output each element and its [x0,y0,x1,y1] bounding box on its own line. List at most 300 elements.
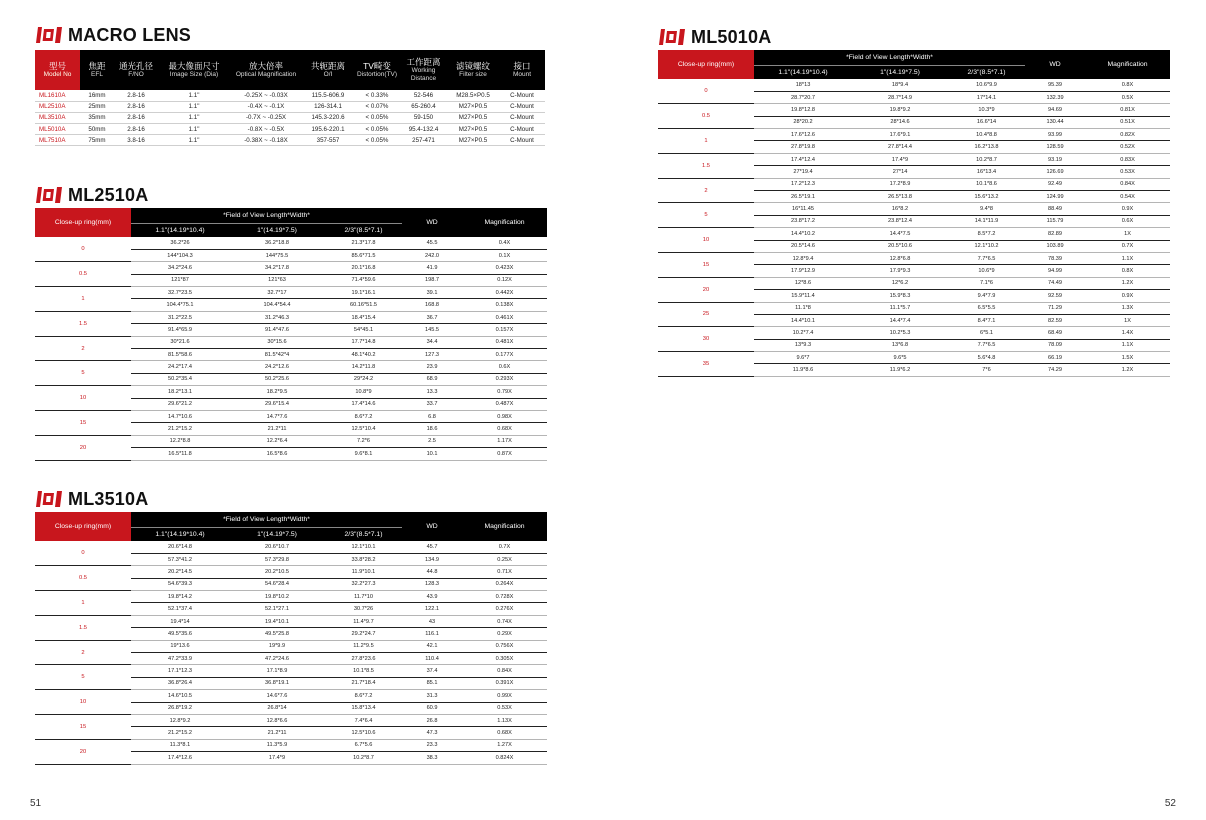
close-up-ring-value: 10 [35,386,131,411]
table-cell: 14.4*10.2 [754,228,852,240]
table-cell: 15.8*13.4 [325,702,402,714]
table-row [35,124,545,135]
page-title: ML3510A [68,488,149,509]
table-cell: 11.1*5.7 [852,302,948,314]
table-cell: 47.3 [402,727,462,739]
table-cell: 0.481X [462,336,547,348]
table-cell: 0.177X [462,349,547,361]
table-cell: 1.13X [462,714,547,726]
table-cell: 23.8*12.4 [852,215,948,227]
table-cell: 0.487X [462,398,547,410]
table-cell: 71.4*59.6 [325,274,402,286]
table-cell: 10.4*8.8 [948,129,1025,141]
table-cell: 94.69 [1025,104,1085,116]
table-cell: 57.3*41.2 [131,553,229,565]
table-cell: 126.69 [1025,166,1085,178]
close-up-ring-value: 15 [35,410,131,435]
table-cell: 65-260.4 [400,101,447,112]
table-cell: 49.5*35.6 [131,628,229,640]
table-cell: 1.1" [158,112,230,123]
table-cell: 68.9 [402,373,462,385]
close-up-ring-value: 10 [658,228,754,253]
table-cell: 95.4-132.4 [400,124,447,135]
table-cell: 52-546 [400,90,447,101]
table-cell: 12.5*10.4 [325,423,402,435]
close-up-ring-value: 2 [658,178,754,203]
table-cell: C-Mount [499,124,545,135]
column-header-en: Filter size [459,71,487,78]
table-cell: 29.6*15.4 [229,398,325,410]
table-cell: 0.87X [462,448,547,460]
table-cell: 19*9.9 [229,640,325,652]
table-cell: 9.6*5 [852,352,948,364]
table-row [35,135,545,146]
column-header [447,50,499,90]
table-cell: 30*21.6 [131,336,229,348]
close-up-ring-value: 10 [35,690,131,715]
column-header-zh: 工作距离 [406,57,441,67]
close-up-ring-value: 1.5 [658,153,754,178]
table-cell: 36.8*19.1 [229,677,325,689]
sensor-size-header: 1.1"(14.19*10.4) [754,65,852,79]
table-cell: 14.7*10.6 [131,410,229,422]
table-cell: 17.9*9.3 [852,265,948,277]
table-cell: 14.4*7.4 [852,314,948,326]
table-cell: 0.824X [462,752,547,764]
table-cell: 38.3 [402,752,462,764]
table-cell: 31.2*46.3 [229,311,325,323]
table-cell: 30.7*26 [325,603,402,615]
page-number-right: 52 [1164,798,1176,809]
table-cell: 44.8 [402,566,462,578]
table-row [658,327,1170,339]
table-row [35,237,547,249]
table-cell: 27.8*19.8 [754,141,852,153]
table-cell: 124.99 [1025,191,1085,203]
table-cell: 14.6*7.6 [229,690,325,702]
table-cell: 20.6*14.8 [131,541,229,553]
table-cell: 195.6-220.1 [302,124,354,135]
table-cell: 127.3 [402,349,462,361]
table-cell: 28*20.2 [754,116,852,128]
table-row [35,615,547,627]
table-cell: C-Mount [499,135,545,146]
table-row [35,665,547,677]
table-cell: 21.7*18.4 [325,677,402,689]
column-header [35,50,80,90]
table-cell: 0.8X [1085,79,1170,91]
table-cell: 1.1" [158,90,230,101]
table-cell: -0.25X ~ -0.03X [230,90,302,101]
model-number-cell: ML1610A [35,90,80,101]
ml5010a-closeup-table [658,50,1170,377]
table-cell: 85.1 [402,677,462,689]
close-up-ring-value: 0.5 [35,262,131,287]
close-up-ring-value: 5 [658,203,754,228]
table-cell: 134.9 [402,553,462,565]
table-cell: 7.2*6 [325,435,402,447]
table-cell: 28*14.6 [852,116,948,128]
table-cell: 144*104.3 [131,249,229,261]
table-row [35,591,547,603]
table-row [35,90,545,101]
table-cell: 14.2*11.8 [325,361,402,373]
header-row [35,512,547,527]
table-cell: 0.4X [462,237,547,249]
table-cell: 33.7 [402,398,462,410]
close-up-ring-value: 0.5 [658,104,754,129]
table-cell: 17.7*14.8 [325,336,402,348]
table-cell: 115.79 [1025,215,1085,227]
table-cell: 0.51X [1085,116,1170,128]
column-header [158,50,230,90]
table-cell: 128.3 [402,578,462,590]
table-row [658,79,1170,91]
table-cell: 0.29X [462,628,547,640]
table-cell: 92.59 [1025,290,1085,302]
table-cell: 1.1X [1085,252,1170,264]
column-header-zh: 接口 [513,61,531,71]
table-cell: 357-557 [302,135,354,146]
table-cell: 0.157X [462,324,547,336]
table-cell: C-Mount [499,112,545,123]
table-cell: 16*8.2 [852,203,948,215]
table-row [35,112,545,123]
table-cell: 13.3 [402,386,462,398]
table-cell: < 0.05% [354,112,400,123]
table-cell: 2.8-16 [114,101,158,112]
table-cell: 12.1*10.1 [325,541,402,553]
table-cell: 17.2*12.3 [754,178,852,190]
table-cell: 1.2X [1085,364,1170,376]
table-cell: < 0.07% [354,101,400,112]
column-header-zh: 共轭距离 [310,61,345,71]
ml2510a-closeup-table [35,208,547,461]
table-cell: 11.9*6.2 [852,364,948,376]
table-cell: C-Mount [499,90,545,101]
table-cell: 0.54X [1085,191,1170,203]
column-header-zh: 通光孔径 [118,61,153,71]
table-cell: < 0.33% [354,90,400,101]
close-up-ring-value: 15 [658,252,754,277]
table-row [35,287,547,299]
sensor-size-header: 2/3"(8.5*7.1) [325,527,402,541]
section-heading [35,184,547,206]
table-cell: 88.49 [1025,203,1085,215]
close-up-ring-value: 5 [35,361,131,386]
page-title: ML2510A [68,184,149,205]
close-up-ring-value: 0 [35,541,131,566]
table-cell: 71.29 [1025,302,1085,314]
table-cell: 0.391X [462,677,547,689]
table-cell: 0.264X [462,578,547,590]
table-cell: 7.4*6.4 [325,714,402,726]
table-cell: 2.8-16 [114,112,158,123]
table-cell: 18.4*15.4 [325,311,402,323]
brand-logo-icon [35,490,63,508]
table-cell: 12.2*6.4 [229,435,325,447]
table-cell: 19.8*12.8 [754,104,852,116]
section-heading [658,26,1170,48]
table-row [35,311,547,323]
table-cell: 19.8*10.2 [229,591,325,603]
table-cell: 81.5*42*4 [229,349,325,361]
table-cell: 12*8.6 [754,277,852,289]
table-cell: M27×P0.5 [447,124,499,135]
close-up-ring-value: 5 [35,665,131,690]
close-up-ring-value: 20 [658,277,754,302]
table-cell: 20.5*14.6 [754,240,852,252]
table-cell: 0.461X [462,311,547,323]
column-header-zh: 滤镜螺纹 [455,61,490,71]
table-cell: 1.5X [1085,352,1170,364]
table-cell: 16.6*14 [948,116,1025,128]
table-cell: 11.4*9.7 [325,615,402,627]
table-cell: 16.2*13.8 [948,141,1025,153]
column-header-en: Image Size (Dia) [169,71,219,78]
ml3510a-closeup-table [35,512,547,765]
table-cell: 19.4*14 [131,615,229,627]
field-of-view-header: *Field of View Length*Width* [131,208,402,223]
table-cell: 144*75.5 [229,249,325,261]
table-cell: 42.1 [402,640,462,652]
table-cell: 35mm [80,112,114,123]
table-cell: 6.8 [402,410,462,422]
column-header [80,50,114,90]
table-cell: 47.2*24.6 [229,653,325,665]
brand-logo-icon [35,26,63,44]
table-cell: 12.8*9.2 [131,714,229,726]
column-header-en: EFL [91,71,103,78]
table-cell: 145.5 [402,324,462,336]
model-number-cell: ML7510A [35,135,80,146]
table-cell: 1X [1085,228,1170,240]
ml2510a-section [35,184,547,461]
close-up-ring-value: 20 [35,435,131,460]
table-cell: 19.1*16.1 [325,287,402,299]
table-cell: 1X [1085,314,1170,326]
table-cell: 27.8*23.6 [325,653,402,665]
table-cell: 5.6*4.8 [948,352,1025,364]
table-cell: 121*63 [229,274,325,286]
table-cell: 57.3*29.8 [229,553,325,565]
table-cell: 19.4*10.1 [229,615,325,627]
close-up-ring-value: 30 [658,327,754,352]
table-cell: 92.49 [1025,178,1085,190]
table-cell: 10.6*9.9 [948,79,1025,91]
table-cell: 0.68X [462,423,547,435]
table-cell: 11.9*10.1 [325,566,402,578]
model-number-cell: ML2510A [35,101,80,112]
table-cell: 1.1" [158,101,230,112]
table-cell: 36.8*26.4 [131,677,229,689]
section-heading [35,24,547,46]
table-cell: 33.8*28.2 [325,553,402,565]
table-cell: < 0.05% [354,124,400,135]
table-cell: 21.2*15.2 [131,423,229,435]
table-cell: 16*11.45 [754,203,852,215]
table-cell: 0.84X [1085,178,1170,190]
wd-header: WD [402,208,462,237]
table-cell: 10.3*9 [948,104,1025,116]
table-cell: 24.2*12.6 [229,361,325,373]
table-cell: 27*14 [852,166,948,178]
table-cell: 27*19.4 [754,166,852,178]
table-cell: 7.7*6.5 [948,252,1025,264]
table-cell: 17.4*12.4 [754,153,852,165]
table-cell: 8.6*7.2 [325,690,402,702]
table-cell: 0.83X [1085,153,1170,165]
close-up-ring-value: 2 [35,336,131,361]
close-up-ring-header: Close-up ring(mm) [35,512,131,541]
table-cell: 10.1*8.5 [325,665,402,677]
table-cell: 11.3*8.1 [131,739,229,751]
table-cell: 11.7*10 [325,591,402,603]
table-cell: 2.5 [402,435,462,447]
table-cell: 17.4*14.6 [325,398,402,410]
column-header-en: F/NO [128,71,144,78]
table-cell: M27×P0.5 [447,112,499,123]
table-cell: 29.2*24.7 [325,628,402,640]
macro-lens-section [35,24,547,146]
sensor-size-header: 1.1"(14.19*10.4) [131,527,229,541]
table-cell: 19.8*9.2 [852,104,948,116]
table-cell: 25mm [80,101,114,112]
table-cell: 8.6*7.2 [325,410,402,422]
table-row [35,101,545,112]
column-header-en: Mount [512,71,532,78]
table-cell: 122.1 [402,603,462,615]
table-cell: 0.6X [462,361,547,373]
table-cell: 0.276X [462,603,547,615]
table-cell: 0.9X [1085,203,1170,215]
table-cell: 94.99 [1025,265,1085,277]
table-cell: 50mm [80,124,114,135]
table-cell: 0.7X [462,541,547,553]
table-cell: < 0.05% [354,135,400,146]
table-cell: 9.6*7 [754,352,852,364]
table-cell: 18.2*13.1 [131,386,229,398]
table-row [658,153,1170,165]
table-cell: 1.17X [462,435,547,447]
table-cell: 17.4*12.6 [131,752,229,764]
table-cell: 28.7*20.7 [754,91,852,103]
table-cell: 18.6 [402,423,462,435]
table-row [658,203,1170,215]
table-cell: 0.68X [462,727,547,739]
table-cell: 93.99 [1025,129,1085,141]
section-heading [35,488,547,510]
table-row [35,714,547,726]
table-cell: 15.9*8.3 [852,290,948,302]
table-cell: M27×P0.5 [447,135,499,146]
table-cell: 0.53X [462,702,547,714]
table-cell: 14.4*10.1 [754,314,852,326]
table-cell: 20.2*14.5 [131,566,229,578]
table-cell: 14.4*7.5 [852,228,948,240]
table-cell: 17.4*9 [852,153,948,165]
table-cell: 18*13 [754,79,852,91]
table-cell: 27.8*14.4 [852,141,948,153]
table-cell: 34.2*17.8 [229,262,325,274]
table-cell: 168.8 [402,299,462,311]
table-cell: 34.4 [402,336,462,348]
close-up-ring-value: 0.5 [35,566,131,591]
table-cell: M27×P0.5 [447,101,499,112]
table-cell: 242.0 [402,249,462,261]
table-cell: 21.2*11 [229,423,325,435]
table-cell: 28.7*14.9 [852,91,948,103]
table-cell: 0.74X [462,615,547,627]
table-cell: 104.4*54.4 [229,299,325,311]
table-cell: 39.1 [402,287,462,299]
table-cell: 15.6*13.2 [948,191,1025,203]
table-cell: 30*15.6 [229,336,325,348]
magnification-header: Magnification [1085,50,1170,79]
table-cell: 0.305X [462,653,547,665]
table-cell: 0.98X [462,410,547,422]
table-cell: 1.1X [1085,339,1170,351]
table-cell: 54*45.1 [325,324,402,336]
table-cell: 36.2*18.8 [229,237,325,249]
table-cell: 50.2*25.6 [229,373,325,385]
magnification-header: Magnification [462,208,547,237]
table-cell: 20.6*10.7 [229,541,325,553]
table-cell: 18.2*9.5 [229,386,325,398]
table-cell: -0.38X ~ -0.18X [230,135,302,146]
header-row [35,208,547,223]
table-cell: 10.2*5.3 [852,327,948,339]
table-cell: 1.1" [158,124,230,135]
table-cell: 12.1*10.2 [948,240,1025,252]
table-cell: 17.9*12.9 [754,265,852,277]
table-cell: 1.1" [158,135,230,146]
table-cell: 95.39 [1025,79,1085,91]
table-row [35,262,547,274]
table-cell: 16*13.4 [948,166,1025,178]
table-cell: 128.59 [1025,141,1085,153]
table-cell: 0.6X [1085,215,1170,227]
table-cell: 11.9*8.6 [754,364,852,376]
table-cell: 23.9 [402,361,462,373]
magnification-header: Magnification [462,512,547,541]
spec-header-row [35,50,545,90]
table-cell: 9.4*7.9 [948,290,1025,302]
table-row [658,178,1170,190]
close-up-ring-value: 1 [35,591,131,616]
table-cell: 0.82X [1085,129,1170,141]
sensor-size-header: 1"(14.19*7.5) [852,65,948,79]
column-header-en: Working Distance [410,67,437,82]
table-cell: 10.6*9 [948,265,1025,277]
table-cell: 20.2*10.5 [229,566,325,578]
table-cell: 21.2*11 [229,727,325,739]
table-cell: 19*13.6 [131,640,229,652]
close-up-ring-value: 20 [35,739,131,764]
macro-spec-table [35,50,545,146]
table-cell: 31.2*22.5 [131,311,229,323]
table-cell: -0.7X ~ -0.25X [230,112,302,123]
table-row [658,352,1170,364]
column-header [354,50,400,90]
table-cell: 14.1*11.9 [948,215,1025,227]
table-cell: 78.09 [1025,339,1085,351]
column-header-en: Model No [43,71,72,78]
table-cell: 12.5*10.6 [325,727,402,739]
table-row [658,228,1170,240]
table-cell: 0.25X [462,553,547,565]
sensor-size-header: 2/3"(8.5*7.1) [325,223,402,237]
